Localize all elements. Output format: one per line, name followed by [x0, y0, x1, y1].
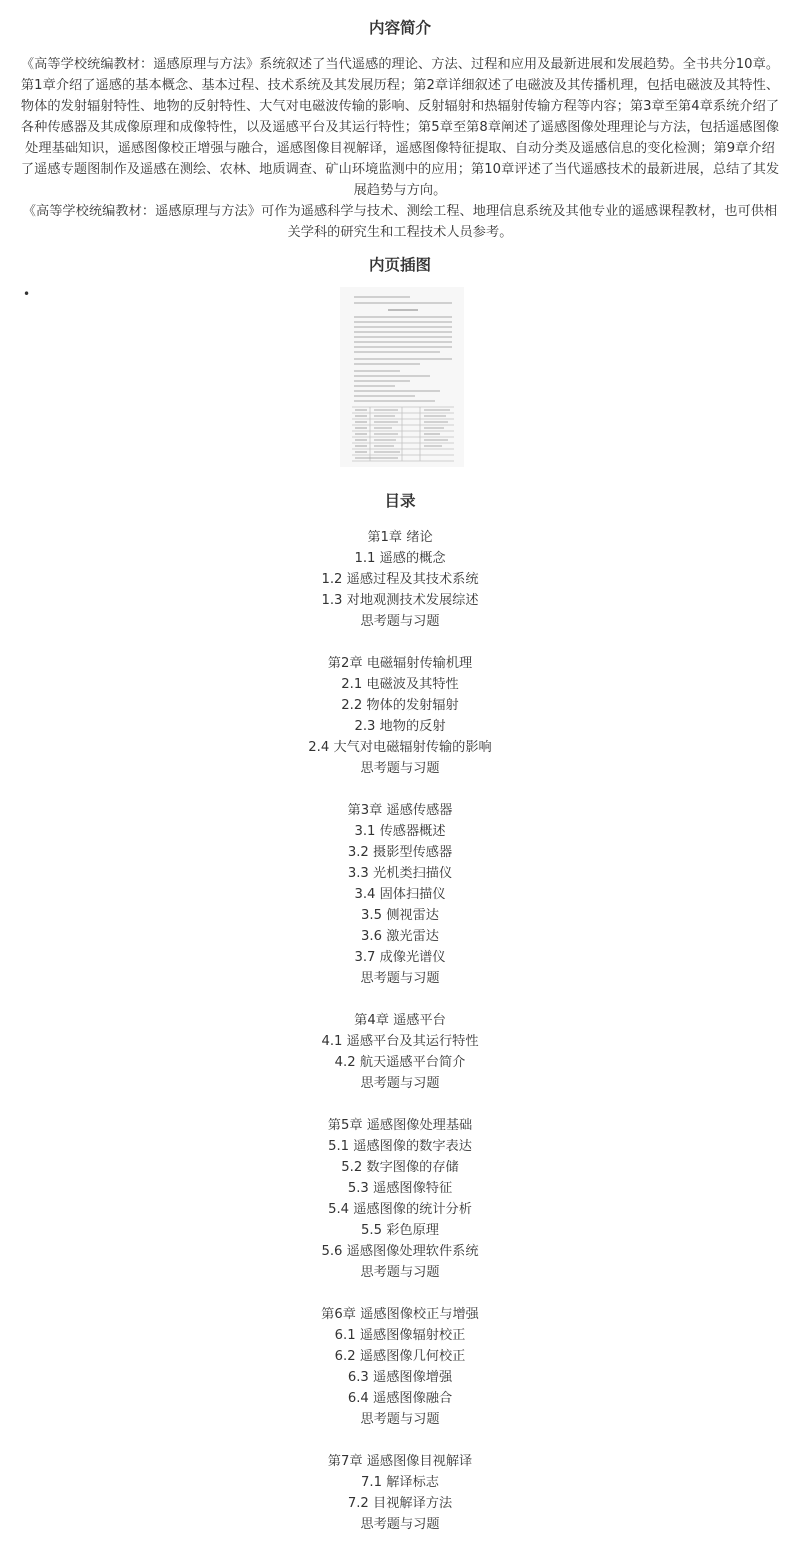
toc-item: 7.1 解译标志 — [361, 1475, 439, 1490]
intro-line: 《高等学校统编教材：遥感原理与方法》系统叙述了当代遥感的理论、方法、过程和应用及最新进展和发展趋势。全书共分10章。 — [20, 57, 780, 72]
toc-item: 1.2 遥感过程及其技术系统 — [321, 572, 479, 587]
toc-item: 3.5 侧视雷达 — [361, 908, 439, 923]
toc-item: 3.4 固体扫描仪 — [354, 887, 446, 902]
toc-item: 3.1 传感器概述 — [354, 824, 446, 839]
intro-line: 《高等学校统编教材：遥感原理与方法》可作为遥感科学与技术、测绘工程、地理信息系统及其他专业的遥感课程教材，也可供相 — [22, 204, 778, 219]
bullet-icon: • — [23, 287, 31, 301]
toc-item: 5.6 遥感图像处理软件系统 — [321, 1244, 479, 1259]
toc-item: 2.2 物体的发射辐射 — [341, 698, 459, 713]
toc-item: 思考题与习题 — [360, 761, 440, 776]
intro-line: 各种传感器及其成像原理和成像特性，以及遥感平台及其运行特性；第5章至第8章阐述了遥感图像处理理论与方法，包括遥感图像 — [20, 120, 780, 135]
toc-item: 3.7 成像光谱仪 — [354, 950, 446, 965]
toc-item: 5.3 遥感图像特征 — [347, 1181, 453, 1196]
intro-line: 了遥感专题图制作及遥感在测绘、农林、地质调查、矿山环境监测中的应用；第10章评述了当代遥感技术的最新进展，总结了其发 — [20, 162, 780, 177]
toc-chapter-title: 第6章 遥感图像校正与增强 — [321, 1307, 479, 1322]
intro-line: 物体的发射辐射特性、地物的反射特性、大气对电磁波传输的影响、反射辐射和热辐射传输方程等内容；第3章至第4章系统介绍了 — [20, 99, 780, 114]
toc-chapter — [0, 653, 800, 779]
intro-line: 展趋势与方向。 — [353, 183, 447, 198]
toc-item: 6.4 遥感图像融合 — [347, 1391, 453, 1406]
toc-item: 思考题与习题 — [360, 1076, 440, 1091]
toc-chapter — [0, 800, 800, 989]
toc-item: 7.2 目视解译方法 — [347, 1496, 453, 1511]
toc-item: 4.1 遥感平台及其运行特性 — [321, 1034, 479, 1049]
intro-text — [0, 54, 800, 243]
toc-item: 思考题与习题 — [360, 1517, 440, 1532]
toc-item: 3.3 光机类扫描仪 — [347, 866, 453, 881]
toc-chapter-title: 第4章 遥感平台 — [354, 1013, 446, 1028]
illustration-heading: 内页插图 — [368, 256, 431, 274]
intro-heading: 内容简介 — [368, 19, 431, 37]
toc-item: 6.3 遥感图像增强 — [347, 1370, 453, 1385]
toc-item: 3.2 摄影型传感器 — [347, 845, 453, 860]
toc-chapter — [0, 1115, 800, 1283]
toc-item: 3.6 激光雷达 — [361, 929, 439, 944]
toc-item: 5.5 彩色原理 — [361, 1223, 439, 1238]
toc-item: 2.1 电磁波及其特性 — [341, 677, 459, 692]
page-scan-image — [340, 287, 464, 467]
toc-item: 6.1 遥感图像辐射校正 — [334, 1328, 466, 1343]
toc-item: 1.1 遥感的概念 — [354, 551, 446, 566]
intro-line: 第1章介绍了遥感的基本概念、基本过程、技术系统及其发展历程；第2章详细叙述了电磁波及其传播机理，包括电磁波及其特性、 — [20, 78, 780, 93]
toc-chapter-title: 第7章 遥感图像目视解译 — [327, 1454, 473, 1469]
toc-item: 5.2 数字图像的存储 — [341, 1160, 459, 1175]
toc-chapter-title: 第3章 遥感传感器 — [347, 803, 453, 818]
illustration-row — [0, 287, 800, 473]
toc-item: 思考题与习题 — [360, 1265, 440, 1280]
toc-chapter — [0, 1451, 800, 1535]
table-of-contents — [0, 527, 800, 1535]
toc-chapter-title: 第1章 绪论 — [367, 530, 433, 545]
intro-line: 关学科的研究生和工程技术人员参考。 — [287, 225, 513, 240]
toc-item: 思考题与习题 — [360, 1412, 440, 1427]
toc-item: 2.3 地物的反射 — [354, 719, 446, 734]
toc-item: 5.1 遥感图像的数字表达 — [328, 1139, 472, 1154]
toc-chapter-title: 第2章 电磁辐射传输机理 — [327, 656, 473, 671]
toc-heading: 目录 — [384, 492, 416, 510]
toc-item: 4.2 航天遥感平台简介 — [334, 1055, 466, 1070]
toc-item: 6.2 遥感图像几何校正 — [334, 1349, 466, 1364]
toc-item: 思考题与习题 — [360, 614, 440, 629]
page-scan-graphic — [340, 287, 464, 467]
toc-chapter — [0, 1304, 800, 1430]
toc-chapter-title: 第5章 遥感图像处理基础 — [327, 1118, 473, 1133]
toc-item: 2.4 大气对电磁辐射传输的影响 — [308, 740, 492, 755]
toc-item: 5.4 遥感图像的统计分析 — [328, 1202, 472, 1217]
intro-line: 处理基础知识，遥感图像校正增强与融合，遥感图像目视解译，遥感图像特征提取、自动分类及遥感信息的变化检测；第9章介绍 — [25, 141, 775, 156]
toc-chapter — [0, 527, 800, 632]
toc-item: 思考题与习题 — [360, 971, 440, 986]
toc-item: 1.3 对地观测技术发展综述 — [321, 593, 479, 608]
toc-chapter — [0, 1010, 800, 1094]
